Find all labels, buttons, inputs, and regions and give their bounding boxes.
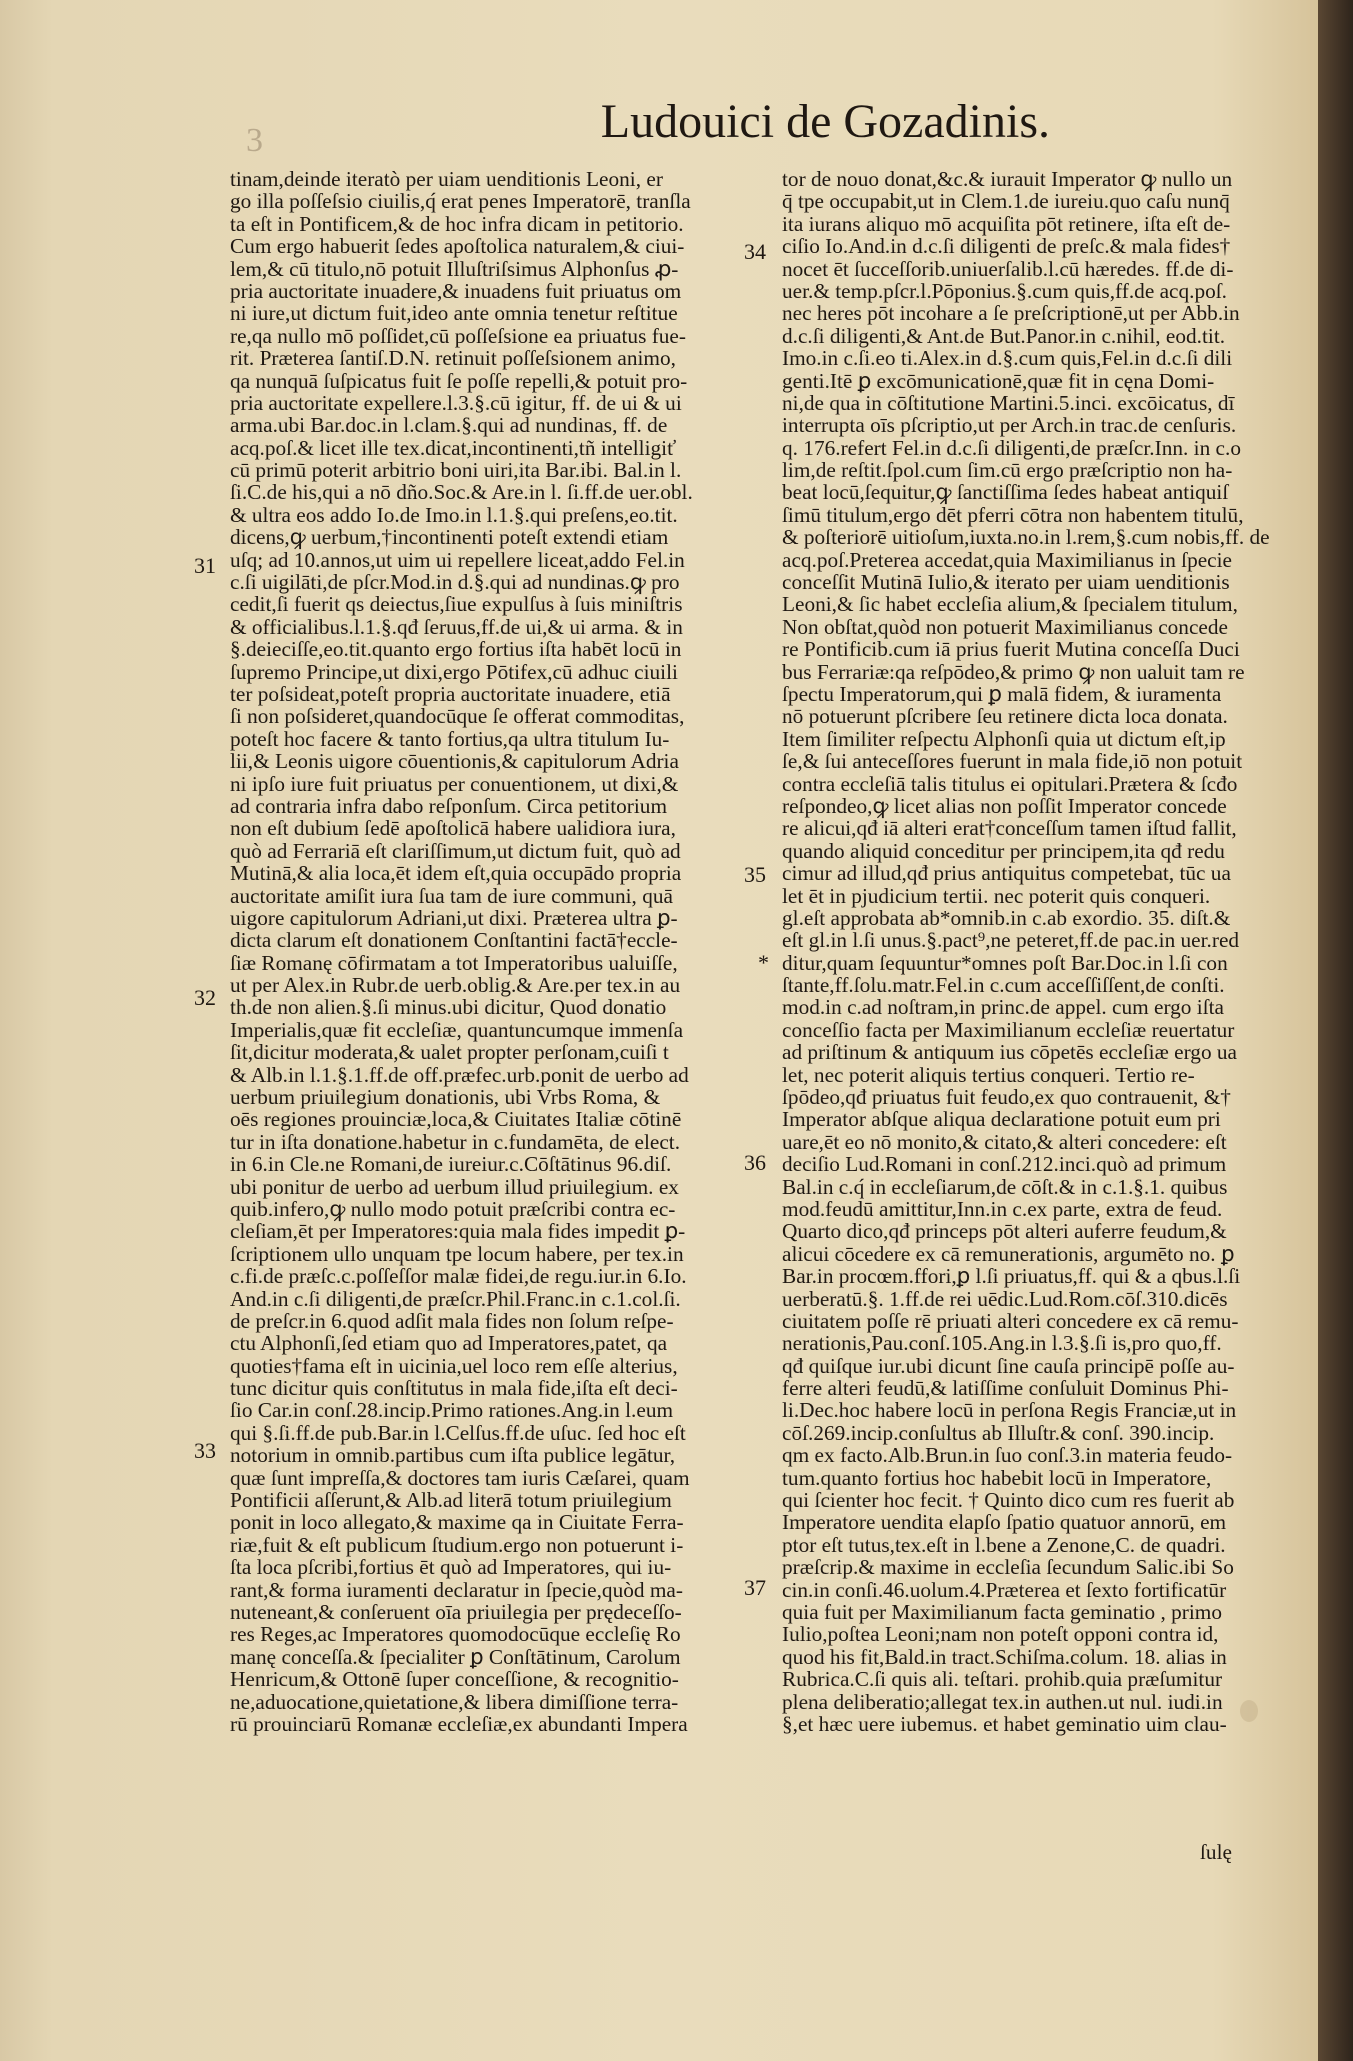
page-number: 3 xyxy=(246,122,263,159)
text-line: ſcriptionem ullo unquam tpe locum habere, per tex.in xyxy=(230,1241,684,1266)
text-line: ciſio Io.And.in d.c.ſi diligenti de preſc.& mala fides† xyxy=(782,234,1231,259)
text-line: non eſt dubium ſedē apoſtolicā habere ualidiora iura, xyxy=(230,816,676,841)
text-line: ſit,dicitur moderata,& ualet propter perſonam,cuiſi t xyxy=(230,1040,669,1065)
text-line: ferre alteri feudū,& latiſſime conſuluit Dominus Phi- xyxy=(782,1376,1229,1401)
text-line: notorium in omnib.partibus cum iſta publice legātur, xyxy=(230,1443,676,1468)
text-line: qui §.ſi.ff.de pub.Bar.in l.Celſus.ff.de uſuc. ſed hoc eſt xyxy=(230,1420,686,1445)
text-line: ad priſtinum & antiquum ius cōpetēs eccleſiæ ergo ua xyxy=(782,1040,1238,1065)
text-line: ſtante,ff.ſolu.matr.Fel.in c.cum acceſſiſſent,de conſti. xyxy=(782,973,1225,998)
text-line: lii,& Leonis uigore cōuentionis,& capitulorum Adria xyxy=(230,749,679,774)
margin-asterisk: * xyxy=(758,950,769,975)
catchword: ſulę xyxy=(1200,1840,1232,1864)
text-line: quando aliquid conceditur per principem,ita qđ redu xyxy=(782,838,1225,863)
text-line: nō potuerunt pſcribere ſeu retinere dicta loca donata. xyxy=(782,704,1228,729)
text-line: li.Dec.hoc habere locū in perſona Regis Franciæ,ut in xyxy=(782,1398,1237,1423)
text-line: ptor eſt tutus,tex.eſt in l.bene a Zenone,C. de quadri. xyxy=(782,1532,1226,1557)
text-line: ni ipſo iure fuit priuatus per conuentionem, ut dixi,& xyxy=(230,771,679,796)
text-line: bus Ferrariæ:qa reſpōdeo,& primo ꝙ non ualuit tam re xyxy=(782,659,1245,684)
margin-number-31: 31 xyxy=(194,553,216,578)
text-line: rit. Præterea ſantiſ.D.N. retinuit poſſeſsionem animo, xyxy=(230,346,676,371)
text-line: ad contraria infra dabo reſponſum. Circa petitorium xyxy=(230,793,668,818)
text-line: uerbum priuilegium donationis, ubi Vrbs Roma, & xyxy=(230,1085,661,1110)
text-line: cū primū poterit arbitrio boni uiri,ita Bar.ibi. Bal.in l. xyxy=(230,458,682,483)
binding-edge xyxy=(1318,0,1353,2061)
text-line: deciſio Lud.Romani in conſ.212.inci.quò ad primum xyxy=(782,1152,1227,1177)
text-line: Bal.in c.q́ in eccleſiarum,de cōſt.& in c.1.§.1. quibus xyxy=(782,1174,1228,1199)
text-line: plena deliberatio;allegat tex.in authen.ut nul. iudi.in xyxy=(782,1689,1223,1714)
text-line: qa nunquā ſuſpicatus fuit ſe poſſe repelli,& potuit pro- xyxy=(230,368,688,393)
text-line: qm ex facto.Alb.Brun.in ſuo conſ.3.in materia feudo- xyxy=(782,1443,1233,1468)
text-line: & ultra eos addo Io.de Imo.in l.1.§.qui preſens,eo.tit. xyxy=(230,502,678,527)
margin-number-32: 32 xyxy=(194,985,216,1010)
text-line: contra eccleſiā talis titulus ei opitulari.Prætera & ſcđo xyxy=(782,771,1238,796)
text-line: ſi non poſsideret,quandocūque ſe offerat commoditas, xyxy=(230,704,685,729)
text-line: quib.infero,ꝙ nullo modo potuit præſcribi contra ec- xyxy=(230,1196,676,1221)
text-line: uſq; ad 10.annos,ut uim ui repellere liceat,addo Fel.in xyxy=(230,547,685,572)
margin-number-33: 33 xyxy=(194,1438,216,1463)
text-line: Bar.in procœm.ffori,ꝑ l.ſi priuatus,ff. qui & a qbus.l.ſi xyxy=(782,1264,1241,1289)
text-line: quoties†fama eſt in uicinia,uel loco rem eſſe alterius, xyxy=(230,1353,678,1378)
text-line: ita iurans aliquo mō acquiſita pōt retinere, iſta eſt de- xyxy=(782,211,1231,236)
text-line: ſio Car.in conſ.28.incip.Primo rationes.Ang.in l.eum xyxy=(230,1398,674,1423)
text-line: ni,de qua in cōſtitutione Martini.5.inci. excōicatus, dī xyxy=(782,390,1235,415)
text-line: ne,aduocatione,quietatione,& libera dimiſſione terra- xyxy=(230,1689,679,1714)
text-line: tor de nouo donat,&c.& iurauit Imperator ꝙ nullo un xyxy=(782,167,1233,191)
text-line: manę conceſſa.& ſpecialiter ꝑ Conſtātinum, Carolum xyxy=(230,1644,681,1669)
text-line: poteſt hoc facere & tanto fortius,qa ultra titulum Iu- xyxy=(230,726,670,751)
text-line: c.fi.de præſc.c.poſſeſſor malæ fidei,de regu.iur.in 6.Io. xyxy=(230,1264,687,1289)
text-line: uerberatū.§. 1.ff.de rei uēdic.Lud.Rom.cōſ.310.dicēs xyxy=(782,1286,1228,1311)
text-line: nerationis,Pau.conſ.105.Ang.in l.3.§.ſi is,pro quo,ff. xyxy=(782,1331,1222,1356)
text-line: qui ſcienter hoc fecit. † Quinto dico cum res fuerit ab xyxy=(782,1488,1235,1513)
text-line: gl.eſt approbata ab*omnib.in c.ab exordio. 35. diſt.& xyxy=(782,905,1231,930)
text-line: & poſteriorē uitioſum,iuxta.no.in l.rem,§.cum nobis,ff. de xyxy=(782,525,1270,550)
text-line: q. 176.refert Fel.in d.c.ſi diligenti,de præſcr.Inn. in c.o xyxy=(782,435,1241,460)
text-line: acq.poſ.& licet ille tex.dicat,incontinenti,tñ intelligiť xyxy=(230,435,677,460)
text-line: lem,& cū titulo,nō potuit Illuſtriſsimus Alphonſus ꝓ- xyxy=(230,256,679,281)
text-line: Imperatore uendita elapſo ſpatio quatuor annorū, em xyxy=(782,1510,1227,1535)
text-line: ponit in loco allegato,& maxime qa in Ciuitate Ferra- xyxy=(230,1510,684,1535)
text-line: pria auctoritate expellere.l.3.§.cū igitur, ff. de ui & ui xyxy=(230,390,682,415)
text-line: Item ſimiliter reſpectu Alphonſi quia ut dictum eſt,ip xyxy=(782,726,1226,751)
text-line: acq.poſ.Preterea accedat,quia Maximilianus in ſpecie xyxy=(782,547,1233,572)
text-line: Rubrica.C.ſi quis ali. teſtari. prohib.quia præſumitur xyxy=(782,1667,1223,1692)
text-line: §.deieciſſe,eo.tit.quanto ergo fortius iſta habēt locū in xyxy=(230,637,682,662)
text-line: Pontificii aſſerunt,& Alb.ad literā totum priuilegium xyxy=(230,1488,672,1513)
text-line: go illa poſſeſsio ciuilis,q́ erat penes Imperatorē, tranſla xyxy=(230,189,691,214)
text-line: nuteneant,& conſeruent oīa priuilegia per prędeceſſo- xyxy=(230,1600,682,1624)
text-line: pria auctoritate inuadere,& inuadens fuit priuatus om xyxy=(230,278,682,303)
text-line: præſcrip.& maxime in eccleſia ſecundum Salic.ibi So xyxy=(782,1555,1234,1580)
text-line: q̄ tpe occupabit,ut in Clem.1.de iureiu.quo caſu nunq̄ xyxy=(782,189,1230,214)
text-line: quæ ſunt impreſſa,& doctores tam iuris Cæſarei, quam xyxy=(230,1465,690,1490)
text-line: nec heres pōt incohare a ſe preſcriptionē,ut per Abb.in xyxy=(782,301,1240,326)
text-line: ter poſsideat,poteſt propria auctoritate inuadere, etiā xyxy=(230,681,671,706)
text-line: Imo.in c.ſi.eo ti.Alex.in d.§.cum quis,Fel.in d.c.ſi dili xyxy=(782,346,1233,371)
text-line: cin.in conſi.46.uolum.4.Præterea et ſexto fortificatūr xyxy=(782,1577,1227,1602)
text-line: Leoni,& ſic habet eccleſia alium,& ſpecialem titulum, xyxy=(782,592,1238,617)
text-line: Henricum,& Ottonē ſuper conceſſione, & recognitio- xyxy=(230,1667,679,1692)
text-line: Mutinā,& alia loca,ēt idem eſt,quia occupādo propria xyxy=(230,861,682,886)
text-line: interrupta oīs pſcriptio,ut per Arch.in trac.de cenſuris. xyxy=(782,413,1237,438)
text-line: ſimū titulum,ergo dēt pferri cōtra non habentem titulū, xyxy=(782,502,1244,527)
text-line: c.ſi uigilāti,de pſcr.Mod.in d.§.qui ad nundinas.ꝙ pro xyxy=(230,570,680,595)
text-line: Quarto dico,qđ princeps pōt alteri auferre feudum,& xyxy=(782,1219,1227,1244)
text-line: ſe,& ſui anteceſſores fuerunt in mala fide,iō non potuit xyxy=(782,749,1243,774)
text-line: rū prouinciarū Romanæ eccleſiæ,ex abundanti Impera xyxy=(230,1711,688,1736)
text-line: mod.feudū amittitur,Inn.in c.ex parte, extra de feud. xyxy=(782,1196,1223,1221)
text-line: ni iure,ut dictum fuit,ideo ante omnia tenetur reſtitue xyxy=(230,301,678,326)
text-line: auctoritate amiſit iura ſua tam de iure communi, quā xyxy=(230,883,673,908)
text-line: ta eſt in Pontificem,& de hoc infra dicam in petitorio. xyxy=(230,211,684,236)
text-line: Cum ergo habuerit ſedes apoſtolica naturalem,& ciui- xyxy=(230,234,685,259)
text-line: ſi.C.de his,qui a nō dño.Soc.& Are.in l. ſi.ff.de uer.obl. xyxy=(230,480,693,505)
text-line: arma.ubi Bar.doc.in l.clam.§.qui ad nundinas, ff. de xyxy=(230,413,668,438)
text-line: rant,& forma iuramenti declaratur in ſpecie,quòd ma- xyxy=(230,1577,683,1602)
text-line: And.in c.ſi diligenti,de præſcr.Phil.Franc.in c.1.col.ſi. xyxy=(230,1286,681,1311)
text-line: Iulio,poſtea Leoni;nam non poteſt opponi contra id, xyxy=(782,1622,1219,1647)
text-line: re,qa nullo mō poſſidet,cū poſſeſsione ea priuatus fue- xyxy=(230,323,686,348)
text-line: quod his fit,Bald.in tract.Schiſma.colum. 18. alias in xyxy=(782,1644,1227,1669)
text-line: tunc dicitur quis conſtitutus in mala fide,iſta eſt deci- xyxy=(230,1376,678,1401)
text-line: tum.quanto fortius hoc habebit locū in Imperatore, xyxy=(782,1465,1212,1490)
text-line: res Reges,ac Imperatores quomodocūque eccleſię Ro xyxy=(230,1622,681,1647)
text-line: re Pontificib.cum iā prius fuerit Mutina conceſſa Duci xyxy=(782,637,1240,662)
text-line: cleſiam,ēt per Imperatores:quia mala fides impedit ꝑ- xyxy=(230,1219,686,1244)
text-line: ſpōdeo,qđ priuatus fuit feudo,ex quo contrauenit, &† xyxy=(782,1085,1231,1110)
text-line: §,et hæc uere iubemus. et habet geminatio uim clau- xyxy=(782,1711,1227,1736)
paper-stain xyxy=(1240,1700,1258,1722)
text-line: Imperialis,quæ fit eccleſiæ, quantuncumque immenſa xyxy=(230,1017,684,1042)
right-text-column xyxy=(782,168,1278,1735)
text-line: tur in iſta donatione.habetur in c.fundamēta, de elect. xyxy=(230,1129,681,1154)
text-line: conceſſio facta per Maximilianum eccleſiæ reuertatur xyxy=(782,1017,1235,1042)
text-line: de preſcr.in 6.quod adſit mala fides non ſolum reſpe- xyxy=(230,1308,674,1333)
text-line: quò ad Ferrariā eſt clariſſimum,ut dictum fuit, quò ad xyxy=(230,838,681,863)
text-line: qđ quiſque iur.ubi dicunt ſine cauſa principē poſſe au- xyxy=(782,1353,1235,1378)
text-line: dicta clarum eſt donationem Conſtantini factā†eccle- xyxy=(230,928,678,953)
text-line: d.c.ſi diligenti,& Ant.de But.Panor.in c.nihil, eod.tit. xyxy=(782,323,1226,348)
text-line: th.de non alien.§.ſi minus.ubi dicitur, Quod donatio xyxy=(230,995,667,1020)
text-line: in 6.in Cle.ne Romani,de iureiur.c.Cōſtātinus 96.diſ. xyxy=(230,1152,672,1177)
text-line: conceſſit Mutinā Iulio,& iterato per uiam uenditionis xyxy=(782,570,1230,595)
text-line: & officialibus.l.1.§.qđ ſeruus,ff.de ui,& ui arma. & in xyxy=(230,614,683,639)
text-line: cimur ad illud,qđ prius antiquitus competebat, tūc ua xyxy=(782,861,1231,886)
text-line: uer.& temp.pſcr.l.Pōponius.§.cum quis,ff.de acq.poſ. xyxy=(782,278,1228,303)
text-line: Imperator abſque aliqua declaratione potuit eum pri xyxy=(782,1107,1221,1132)
text-line: genti.Itē ꝑ excōmunicationē,quæ fit in cęna Domi- xyxy=(782,368,1215,393)
text-line: tinam,deinde iteratò per uiam uenditionis Leoni, er xyxy=(230,167,663,191)
text-line: oēs regiones prouinciæ,loca,& Ciuitates Italiæ cōtinē xyxy=(230,1107,682,1132)
margin-number-36: 36 xyxy=(744,1150,766,1175)
text-line: uigore capitulorum Adriani,ut dixi. Præterea ultra ꝑ- xyxy=(230,905,678,930)
text-line: ſpectu Imperatorum,qui ꝑ malā fidem, & iuramenta xyxy=(782,681,1222,706)
text-line: nocet ēt ſucceſſorib.uniuerſalib.l.cū hæredes. ff.de di- xyxy=(782,256,1234,281)
text-line: & Alb.in l.1.§.1.ff.de off.præfec.urb.ponit de uerbo ad xyxy=(230,1062,689,1087)
text-line: ubi ponitur de uerbo ad uerbum illud priuilegium. ex xyxy=(230,1174,679,1199)
text-line: ſupremo Principe,ut dixi,ergo Pōtifex,cū adhuc ciuili xyxy=(230,659,678,684)
margin-number-35: 35 xyxy=(744,862,766,887)
text-line: ditur,quam ſequuntur*omnes poſt Bar.Doc.in l.ſi con xyxy=(782,950,1228,975)
text-line: mod.in c.ad noſtram,in princ.de appel. cum ergo iſta xyxy=(782,995,1224,1020)
margin-number-37: 37 xyxy=(744,1575,766,1600)
text-line: ut per Alex.in Rubr.de uerb.oblig.& Are.per tex.in au xyxy=(230,973,681,998)
text-line: let, nec poterit aliquis tertius conqueri. Tertio re- xyxy=(782,1062,1195,1087)
text-line: riæ,fuit & eſt publicum ſtudium.ergo non potuerunt i- xyxy=(230,1532,684,1557)
text-line: re alicui,qđ iā alteri erat†conceſſum tamen iſtud fallit, xyxy=(782,816,1237,841)
text-line: quia fuit per Maximilianum facta geminatio , primo xyxy=(782,1600,1223,1624)
text-line: reſpondeo,ꝙ licet alias non poſſit Imperator concede xyxy=(782,793,1227,818)
running-title: Ludouici de Gozadinis. xyxy=(600,95,1050,148)
text-line: ſta loca pſcribi,fortius ēt quò ad Imperatores, qui iu- xyxy=(230,1555,672,1580)
text-line: ſiæ Romanę cōfirmatam a tot Imperatoribus ualuiſſe, xyxy=(230,950,678,975)
text-line: ctu Alphonſi,ſed etiam quo ad Imperatores,patet, qa xyxy=(230,1331,668,1356)
margin-number-34: 34 xyxy=(744,239,766,264)
text-line: Non obſtat,quòd non potuerit Maximilianus concede xyxy=(782,614,1228,639)
text-line: dicens,ꝙ uerbum,†incontinenti poteſt extendi etiam xyxy=(230,525,669,550)
text-line: cōſ.269.incip.conſultus ab Illuſtr.& conſ. 390.incip. xyxy=(782,1420,1215,1445)
text-line: let ēt in pjudicium tertii. nec poterit quis conqueri. xyxy=(782,883,1211,908)
text-line: cedit,ſi fuerit qs deiectus,ſiue expulſus à ſuis miniſtris xyxy=(230,592,683,617)
text-line: beat locū,ſequitur,ꝙ ſanctiſſima ſedes habeat antiquiſ xyxy=(782,480,1229,505)
text-line: uare,ēt eo nō monito,& citato,& alteri concedere: eſt xyxy=(782,1129,1227,1154)
text-line: lim,de reſtit.ſpol.cum ſim.cū ergo præſcriptio non ha- xyxy=(782,458,1233,483)
left-text-column xyxy=(230,168,770,1735)
text-line: eſt gl.in l.ſi unus.§.pact⁹,ne peteret,ff.de pac.in uer.red xyxy=(782,928,1240,953)
text-line: alicui cōcedere ex cā remunerationis, argumēto no. ꝑ xyxy=(782,1241,1235,1266)
text-line: ciuitatem poſſe rē priuati alteri concedere ex cā remu- xyxy=(782,1308,1239,1333)
